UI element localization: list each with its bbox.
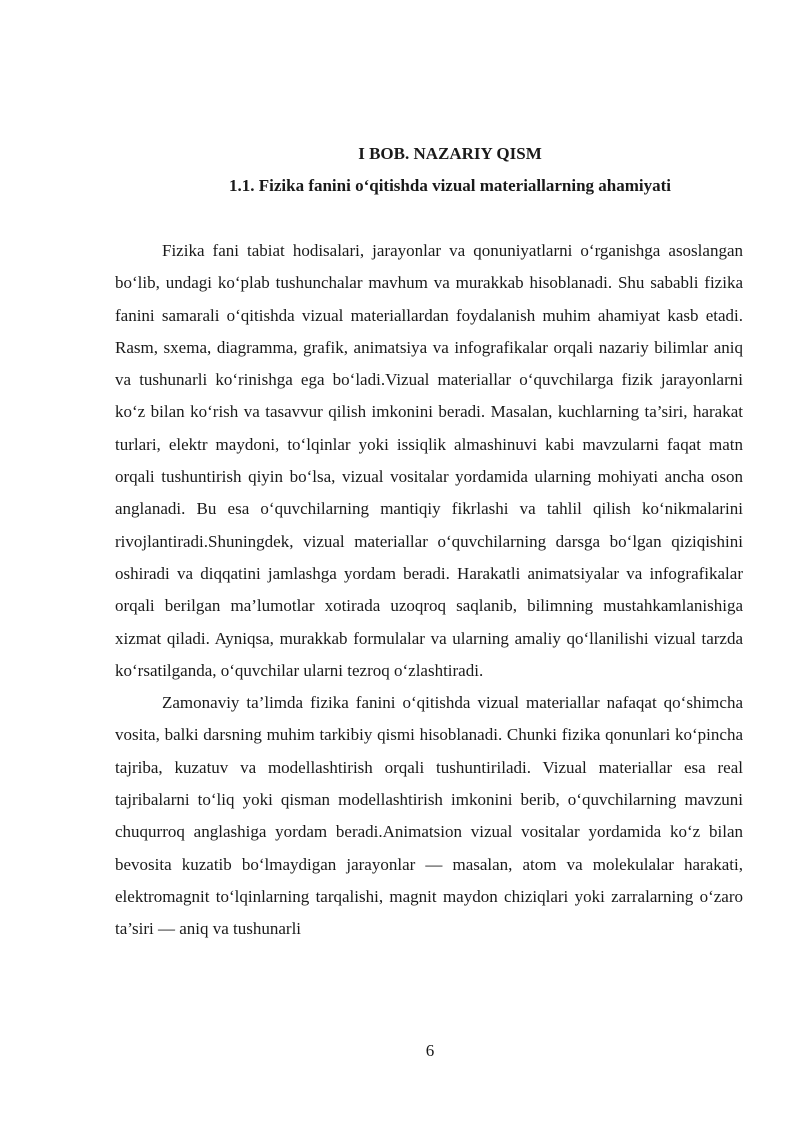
page-number: 6 <box>425 1041 435 1060</box>
chapter-title: I BOB. NAZARIY QISM <box>358 144 542 163</box>
paragraph: Zamonaviy ta’limda fizika fanini o‘qitishda vizual materiallar nafaqat qo‘shimcha vosita, balki darsning muhim tarkibiy qismi hisoblanadi. Chunki fizika qonunlari ko‘pincha tajriba, kuzatuv va modellashtirish orqali tushuntiriladi. Vizual materiallar esa real tajribalarni to‘liq yoki qisman modellashtirish imkonini berib, o‘quvchilarning mavzuni chuqurroq anglashiga yordam beradi.Animatsion vizual vositalar yordamida ko‘z bilan bevosita kuzatib bo‘lmaydigan jarayonlar — masalan, atom va molekulalar harakati, elektromagnit to‘lqinlarning tarqalishi, magnit maydon chiziqlari yoki zarralarning o‘zaro ta’siri — aniq va tushunarli <box>115 693 743 939</box>
paragraph: Fizika fani tabiat hodisalari, jarayonlar va qonuniyatlarni o‘rganishga asoslangan bo‘lib, undagi ko‘plab tushunchalar mavhum va murakkab hisoblanadi. Shu sababli fizika fanini samarali o‘qitishda vizual materiallardan foydalanish muhim ahamiyat kasb etadi. Rasm, sxema, diagramma, grafik, animatsiya va infografikalar orqali nazariy bilimlar aniq va tushunarli ko‘rinishga ega bo‘ladi.Vizual materiallar o‘quvchilarga fizik jarayonlarni ko‘z bilan ko‘rish va tasavvur qilish imkonini beradi. Masalan, kuchlarning ta’siri, harakat turlari, elektr maydoni, to‘lqinlar yoki issiqlik almashinuvi kabi mavzularni faqat matn orqali tushuntirish qiyin bo‘lsa, vizual vositalar yordamida ularning mohiyati ancha oson anglanadi. Bu esa o‘quvchilarning mantiqiy fikrlashi va tahlil qilish ko‘nikmalarini rivojlantiradi.Shuningdek, vizual materiallar o‘quvchilarning darsga bo‘lgan qiziqishini oshiradi va diqqatini jamlashga yordam beradi. Harakatli animatsiyalar va infografikalar orqali berilgan ma’lumotlar xotirada uzoqroq saqlanib, bilimning mustahkamlanishiga xizmat qiladi. Ayniqsa, murakkab formulalar va ularning amaliy qo‘llanilishi vizual tarzda ko‘rsatilganda, o‘quvchilar ularni tezroq o‘zlashtiradi. <box>115 241 743 680</box>
section-title: 1.1. Fizika fanini o‘qitishda vizual materiallarning ahamiyati <box>228 176 672 195</box>
body-text <box>115 235 743 946</box>
